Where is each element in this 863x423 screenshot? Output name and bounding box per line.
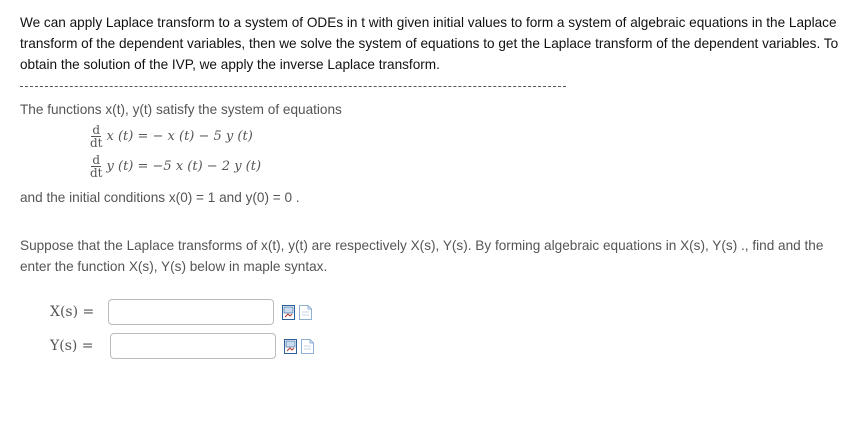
- preview-icon[interactable]: [284, 339, 297, 354]
- answer-row-x: [50, 299, 312, 325]
- preview-icon[interactable]: [282, 305, 295, 320]
- answer-row-y: [50, 333, 314, 359]
- help-icon[interactable]: [301, 339, 314, 354]
- intro-paragraph: We can apply Laplace transform to a system of ODEs in t with given initial values to form a system of algebraic equations in the Laplace transform of the dependent variables, then we solve the system of equations to get the Laplace transform of the dependent variables. To obtain the solution of the IVP, we apply the inverse Laplace transform.: [20, 15, 839, 72]
- system-intro: The functions x(t), y(t) satisfy the system of equations: [20, 102, 342, 117]
- dashed-divider: [20, 86, 566, 87]
- derivative-operator: $\frac{d}{dt}$: [90, 153, 103, 180]
- equation-2-body: y (t) = −5 x (t) − 2 y (t): [106, 159, 262, 174]
- answer-input-x[interactable]: [108, 299, 274, 325]
- help-icon[interactable]: [299, 305, 312, 320]
- answer-label-y: Y(s) =: [50, 338, 94, 354]
- equation-1-body: x (t) = − x (t) − 5 y (t): [106, 129, 253, 144]
- answer-label-x: X(s) =: [50, 304, 95, 320]
- initial-conditions: and the initial conditions x(0) = 1 and y(0) = 0 .: [20, 190, 300, 205]
- equation-2: [90, 154, 261, 179]
- question-text: Suppose that the Laplace transforms of x(t), y(t) are respectively X(s), Y(s). By forming algebraic equations in X(s), Y(s) ., find and the enter the function X(s), Y(s) below in maple syntax.: [20, 238, 824, 274]
- equation-1: [90, 124, 253, 149]
- answer-input-y[interactable]: [110, 333, 276, 359]
- derivative-operator: $\frac{d}{dt}$: [90, 123, 103, 150]
